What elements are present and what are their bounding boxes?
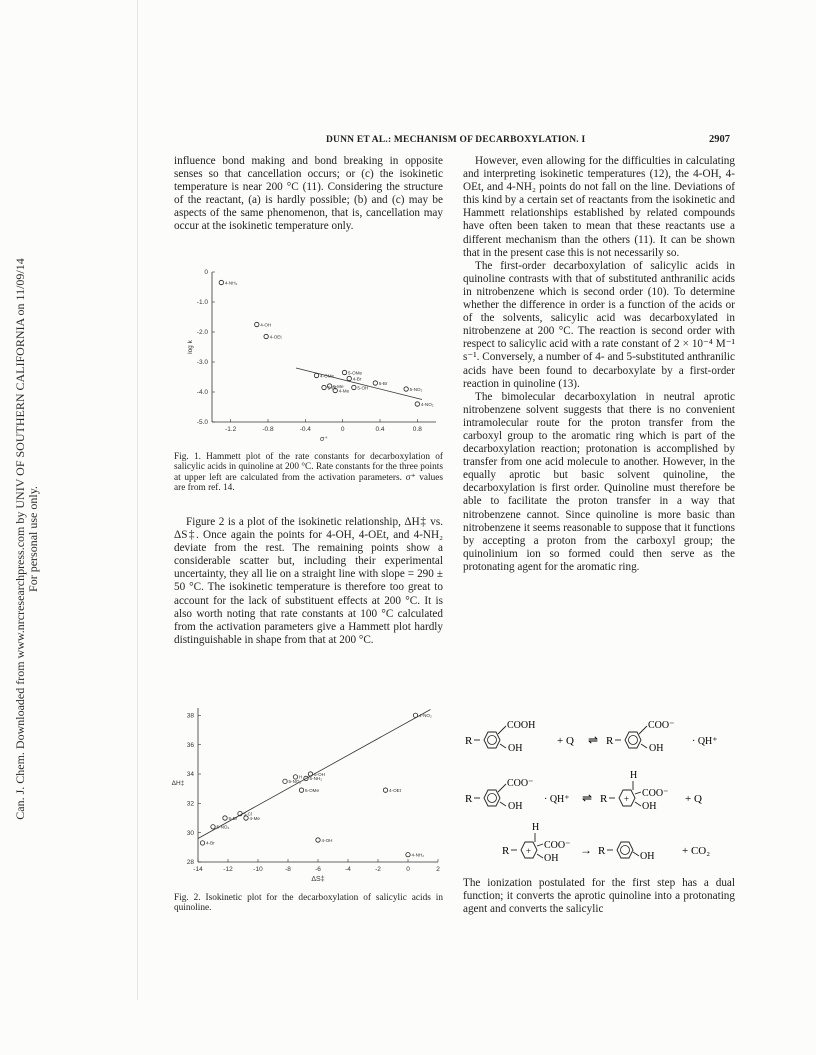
- y-tick-label: -5.0: [196, 419, 208, 427]
- substituent-r: R: [502, 845, 510, 857]
- oh-group: OH: [508, 743, 523, 754]
- added-proton: H: [532, 822, 540, 833]
- caption-text: Fig. 1. Hammett plot of the rate constants for decarboxylation of salicylic acids in quinoline at 200 °C. Rate constants for the three points at upper left are calculated from the activation parameters. σ⁺ values are from ref. 14.: [174, 452, 443, 494]
- point-label: 4-NH₂: [224, 280, 238, 286]
- substituent-r: R: [606, 735, 614, 747]
- point-label: 5-Cl: [243, 811, 252, 817]
- reaction-scheme: [460, 712, 740, 872]
- data-point: [264, 334, 268, 338]
- data-point: [283, 779, 287, 783]
- point-label: 5-Br: [228, 815, 238, 821]
- plus-q: + Q: [557, 735, 574, 747]
- data-point: [299, 788, 303, 792]
- point-label: 4-NO₂: [420, 401, 434, 407]
- figure-1-caption: [174, 452, 443, 494]
- point-label: 4-NO₂: [419, 713, 432, 719]
- reaction-arrow: →: [580, 843, 592, 857]
- scheme-row-2: [465, 770, 702, 812]
- x-tick-label: 0: [406, 866, 410, 873]
- point-label: H: [299, 774, 303, 780]
- left-paragraph-1: [174, 155, 443, 234]
- x-tick-label: -0.8: [262, 426, 274, 433]
- y-tick-label: 38: [186, 712, 194, 720]
- x-tick-label: 2: [436, 866, 440, 873]
- oh-group: OH: [544, 853, 559, 864]
- scheme-row-1: [465, 720, 718, 754]
- y-tick-label: -4.0: [196, 389, 208, 397]
- y-axis-label: ΔH‡: [171, 780, 185, 787]
- data-point: [316, 838, 320, 842]
- point-label: 4-OEt: [389, 787, 401, 793]
- x-tick-label: -0.4: [299, 426, 311, 433]
- point-label: 4-NH₂: [411, 852, 425, 858]
- point-label: 5-OMe: [305, 787, 320, 793]
- y-axis-label: log k: [187, 340, 194, 354]
- x-tick-label: -14: [193, 866, 203, 873]
- paragraph-text: influence bond making and bond breaking in opposite senses so that cancellation occurs; or (c) the isokinetic temperature is near 200 °C (11). Considering the structure of the reactant, (a) is hardly possible; (b) and (c) may be aspects of the same phenomenon, that is, cancellation may occur at the isokinetic temperature only.: [174, 155, 443, 233]
- data-point: [404, 387, 408, 391]
- point-label: 5-OH: [357, 385, 369, 391]
- x-tick-label: -2: [375, 866, 381, 873]
- plus-q: + Q: [685, 793, 702, 805]
- y-tick-label: -2.0: [196, 329, 208, 337]
- ring-charge: +: [526, 846, 532, 856]
- point-label: 5-NO₂: [216, 824, 230, 830]
- scheme-row-3: [502, 822, 710, 864]
- point-label: 5-OMe: [348, 370, 363, 376]
- substituent-r: R: [465, 793, 473, 805]
- download-notice-line1: Can. J. Chem. Downloaded from www.nrcresearchpress.com by UNIV OF SOUTHERN CALIFORNIA on 11/09/14: [13, 258, 27, 820]
- point-label: 5-Me: [333, 383, 344, 389]
- added-proton: H: [630, 770, 638, 781]
- y-tick-label: 30: [186, 829, 194, 837]
- data-point: [314, 373, 318, 377]
- right-paragraph-3: The bimolecular decarboxylation in neutral aprotic nitrobenzene solvent suggests that there is no convenient intramolecular route for the proton transfer from the carboxyl group to the aromatic ring which is part of the decarboxylation reaction; protonation is accomplished by transfer from one acid molecule to another. However, in the equally aprotic but basic solvent quinoline, the decarboxylation is first order. Quinoline must therefore be able to facilitate the proton transfer in a way that nitrobenzene cannot. Since quinoline is more basic than nitrobenzene it seems reasonable to suppose that it functions by accepting a proton from the carboxyl group; the quinolinium ion so formed could then serve as the protonating agent for the aromatic ring.: [463, 390, 735, 573]
- x-tick-label: 0: [340, 426, 345, 433]
- data-point: [223, 816, 227, 820]
- equilibrium-arrow: ⇌: [588, 733, 599, 747]
- data-point: [406, 852, 410, 856]
- y-tick-label: 34: [186, 771, 194, 779]
- ring-charge: +: [624, 794, 630, 804]
- right-paragraph-1: However, even allowing for the difficulties in calculating and interpreting isokinetic temperatures (12), the 4-OH, 4-OEt, and 4-NH₂ points do not fall on the line. Deviations of this kind by a certain set of reactants from the isokinetic and Hammett relationships established by related compounds have often been taken to mean that these reactants use a different mechanism than the others (11). It can be shown that in the present case this is not necessarily so.: [463, 155, 735, 259]
- y-tick-label: 28: [186, 859, 194, 867]
- y-tick-label: -1.0: [196, 299, 208, 307]
- x-tick-label: -4: [345, 866, 351, 873]
- page-number: 2907: [709, 134, 730, 145]
- benzene-ring: [484, 732, 500, 748]
- point-label: 4-Me: [338, 388, 350, 394]
- caption-text: Fig. 2. Isokinetic plot for the decarboxylation of salicylic acids in quinoline.: [174, 893, 443, 914]
- x-tick-label: -1.2: [225, 426, 237, 433]
- download-notice: [0, 160, 40, 920]
- point-label: 5-Cl: [327, 385, 336, 391]
- point-label: 4-Br: [206, 840, 215, 846]
- carbon-dioxide: + CO₂: [682, 845, 711, 857]
- substituent-r: R: [600, 793, 608, 805]
- y-tick-label: -3.0: [196, 359, 208, 367]
- y-tick-label: 0: [204, 269, 208, 277]
- quinolinium-ion: · QH⁺: [544, 794, 570, 805]
- benzene-ring: [617, 842, 633, 858]
- carboxylate-group: COO⁻: [544, 840, 571, 851]
- data-point: [383, 788, 387, 792]
- point-label: 4-OH: [321, 837, 333, 843]
- x-axis-label: ΔS‡: [311, 876, 325, 883]
- carboxylate-group: COO⁻: [648, 720, 675, 731]
- data-point: [255, 322, 259, 326]
- data-point: [322, 385, 326, 389]
- point-label: 4-Br: [352, 376, 362, 382]
- data-point: [200, 841, 204, 845]
- data-point: [211, 825, 215, 829]
- paragraph-text: The ionization postulated for the first step has a dual function; it converts the aprotic quinoline into a protonating agent and converts the salicylic: [463, 877, 735, 916]
- data-point: [352, 385, 356, 389]
- quinolinium-ion: · QH⁺: [692, 736, 718, 747]
- right-paragraph-4: [463, 877, 735, 916]
- point-label: 5-NH₂: [309, 776, 323, 782]
- carboxylate-group: COO⁻: [507, 778, 534, 789]
- right-column-text: [463, 155, 735, 574]
- x-tick-label: 0.8: [412, 426, 422, 433]
- oh-group: OH: [508, 801, 523, 812]
- point-label: 4-OMe: [320, 373, 335, 379]
- left-paragraph-2: [174, 516, 443, 647]
- equilibrium-arrow: ⇌: [582, 791, 593, 805]
- data-point: [373, 381, 377, 385]
- data-point: [244, 816, 248, 820]
- data-point: [342, 370, 346, 374]
- point-label: 5-Br: [378, 380, 388, 386]
- x-tick-label: -10: [253, 866, 263, 873]
- y-tick-label: 36: [186, 741, 194, 749]
- oh-group: OH: [649, 743, 664, 754]
- data-point: [415, 402, 419, 406]
- data-point: [347, 376, 351, 380]
- substituent-r: R: [465, 735, 473, 747]
- x-tick-label: 0.4: [375, 426, 385, 433]
- oh-group: OH: [640, 851, 655, 862]
- x-axis-label: σ⁺: [319, 436, 329, 443]
- running-head: DUNN ET AL.: MECHANISM OF DECARBOXYLATION. I: [326, 135, 586, 145]
- figure-1-hammett-plot: [170, 262, 440, 452]
- figure-2-isokinetic-plot: [168, 700, 443, 890]
- right-paragraph-2: The first-order decarboxylation of salicylic acids in quinoline contrasts with that of substituted anthranilic acids in nitrobenzene which is second order (10). To determine whether the difference in order is a function of the acids or of the solvents, salicylic acid was decarboxylated in nitrobenzene at 200 °C. The reaction is second order with respect to salicylic acid with a rate constant of 2 × 10⁻⁴ M⁻¹ s⁻¹. Conversely, a number of 4- and 5-substituted anthranilic acids have been found to decarboxylate by a first-order reaction in quinoline (13).: [463, 259, 735, 390]
- benzene-ring: [625, 732, 641, 748]
- point-label: 5-NO₂: [288, 779, 302, 785]
- x-tick-label: -8: [285, 866, 291, 873]
- oh-group: OH: [642, 801, 657, 812]
- point-label: 4-OEt: [269, 334, 282, 340]
- x-tick-label: -12: [223, 866, 233, 873]
- benzene-ring: [484, 790, 500, 806]
- data-point: [219, 280, 223, 284]
- margin-line: [137, 0, 138, 1000]
- data-point: [413, 713, 417, 717]
- carboxylate-group: COO⁻: [642, 788, 669, 799]
- point-label: 4-OH: [260, 322, 272, 328]
- paragraph-text: Figure 2 is a plot of the isokinetic relationship, ΔH‡ vs. ΔS‡. Once again the points for 4-OH, 4-OEt, and 4-NH₂ deviate from the rest. The remaining points show a considerable scatter but, including their experimental uncertainty, they all lie on a straight line with slope = 290 ± 50 °C. The isokinetic temperature is therefore too great to account for the lack of substituent effects at 200 °C. It is also worth noting that rate constants at 100 °C calculated from the activation parameters give a Hammett plot hardly distinguishable in shape from that at 200 °C.: [174, 516, 443, 646]
- figure-2-caption: [174, 893, 443, 914]
- point-label: 4-Me: [249, 815, 260, 821]
- y-tick-label: 32: [186, 800, 194, 808]
- substituent-r: R: [598, 845, 606, 857]
- point-label: 5-OH: [314, 771, 325, 777]
- download-notice-line2: For personal use only.: [26, 486, 40, 592]
- point-label: 5-NO₂: [409, 386, 423, 392]
- x-tick-label: -6: [315, 866, 321, 873]
- cooh-group: COOH: [507, 720, 536, 731]
